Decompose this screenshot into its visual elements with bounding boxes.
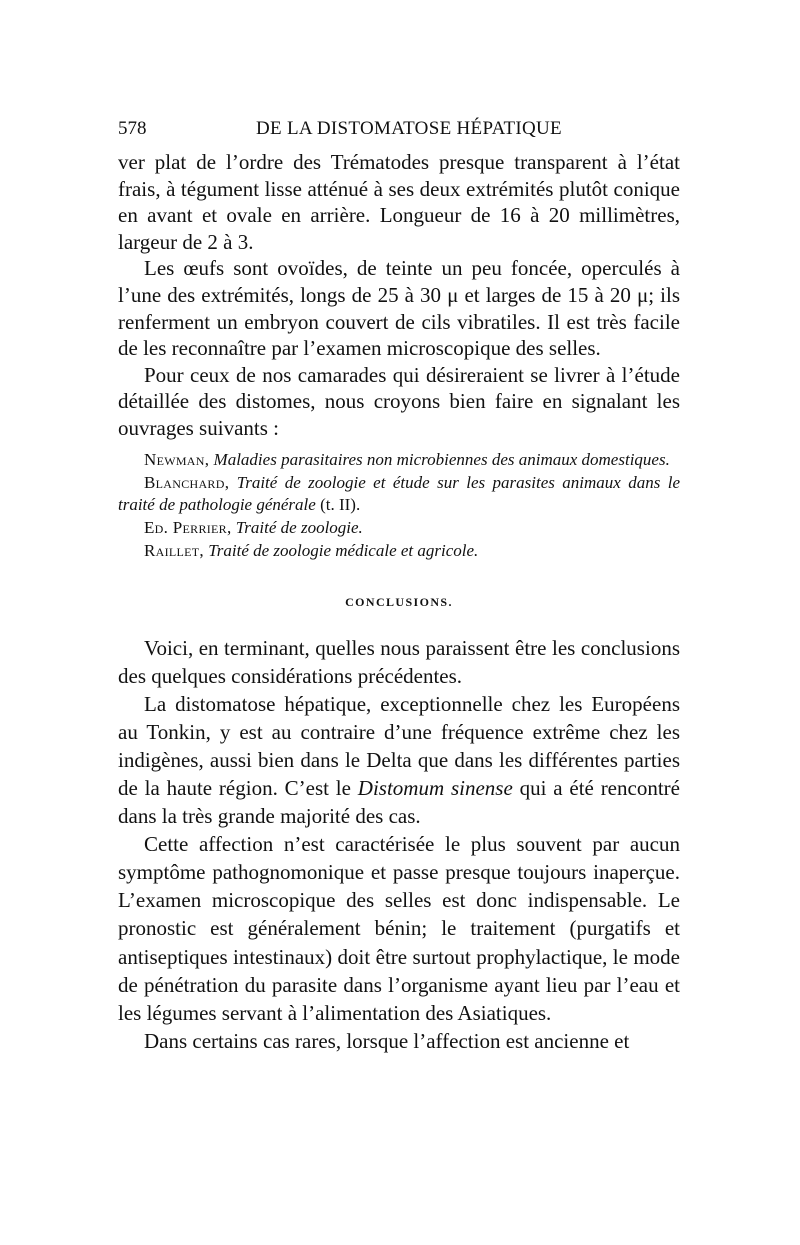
reference-note: (t. II). — [315, 494, 361, 514]
reference-author: Blanchard, — [144, 472, 230, 492]
conclusion-text: qui a été rencontré dans la très grande majorité des cas. — [118, 776, 680, 829]
conclusion-paragraph-prevalence — [118, 690, 680, 830]
paragraph-references-intro: Pour ceux de nos camarades qui désireraient se livrer à l’étude détaillée des distomes, nous croyons bien faire en signalant les ouvrages suivants : — [118, 362, 680, 440]
paragraph-worm-description: ver plat de l’ordre des Trématodes presque transparent à l’état frais, à tégument lisse atténué à ses deux extrémités plutôt conique en avant et ovale en arrière. Longueur de 16 à 20 millimètres, largeur de 2 à 3. — [118, 150, 680, 254]
conclusion-paragraph-rare-cases: Dans certains cas rares, lorsque l’affection est ancienne et — [144, 1028, 630, 1053]
reference-author: Newman, — [144, 449, 210, 469]
page-number: 578 — [118, 118, 147, 139]
reference-item — [118, 449, 680, 471]
reference-title: Maladies parasitaires non microbiennes des animaux domestiques. — [213, 449, 670, 469]
species-name: Distomum sinense — [357, 776, 513, 800]
reference-title: Traité de zoologie et étude sur les parasites animaux dans le traité de pathologie générale — [118, 472, 681, 514]
reference-list — [118, 449, 680, 562]
running-title: DE LA DISTOMATOSE HÉPATIQUE — [256, 118, 562, 139]
reference-item — [118, 540, 680, 562]
section-heading-conclusions: CONCLUSIONS. — [345, 594, 453, 609]
page-body — [118, 149, 680, 1055]
conclusion-paragraph-diagnosis: Cette affection n’est caractérisée le plus souvent par aucun symptôme pathognomonique et passe presque toujours inaperçue. L’examen microscopique des selles est donc indispensable. Le pronostic est généralement bénin; le traitement (purgatifs et antiseptiques intestinaux) doit être surtout prophylactique, le mode de pénétration du parasite dans l’organisme ayant lieu par l’eau et les légumes servant à l’alimentation des Asiatiques. — [118, 832, 680, 1025]
reference-item — [118, 517, 680, 539]
conclusion-paragraph-intro: Voici, en terminant, quelles nous paraissent être les conclusions des quelques considérations précédentes. — [118, 635, 680, 688]
reference-title: Traité de zoologie. — [235, 517, 363, 537]
reference-title: Traité de zoologie médicale et agricole. — [208, 540, 479, 560]
paragraph-eggs: Les œufs sont ovoïdes, de teinte un peu foncée, operculés à l’une des extrémités, longs de 25 à 30 μ et larges de 15 à 20 μ; ils renferment un embryon couvert de cils vibratiles. Il est très facile de les reconnaître par l’examen microscopique des selles. — [118, 256, 680, 361]
conclusion-text: La distomatose hépatique, exceptionnelle chez les Européens au Tonkin, y est au contraire d’une fréquence extrême chez les indigènes, aussi bien dans le Delta que dans les différentes parties de la haute région. C’est le — [118, 691, 680, 800]
running-header — [118, 118, 680, 142]
reference-item — [118, 472, 680, 516]
reference-author: Raillet, — [144, 540, 204, 560]
reference-author: Ed. Perrier, — [144, 517, 232, 537]
